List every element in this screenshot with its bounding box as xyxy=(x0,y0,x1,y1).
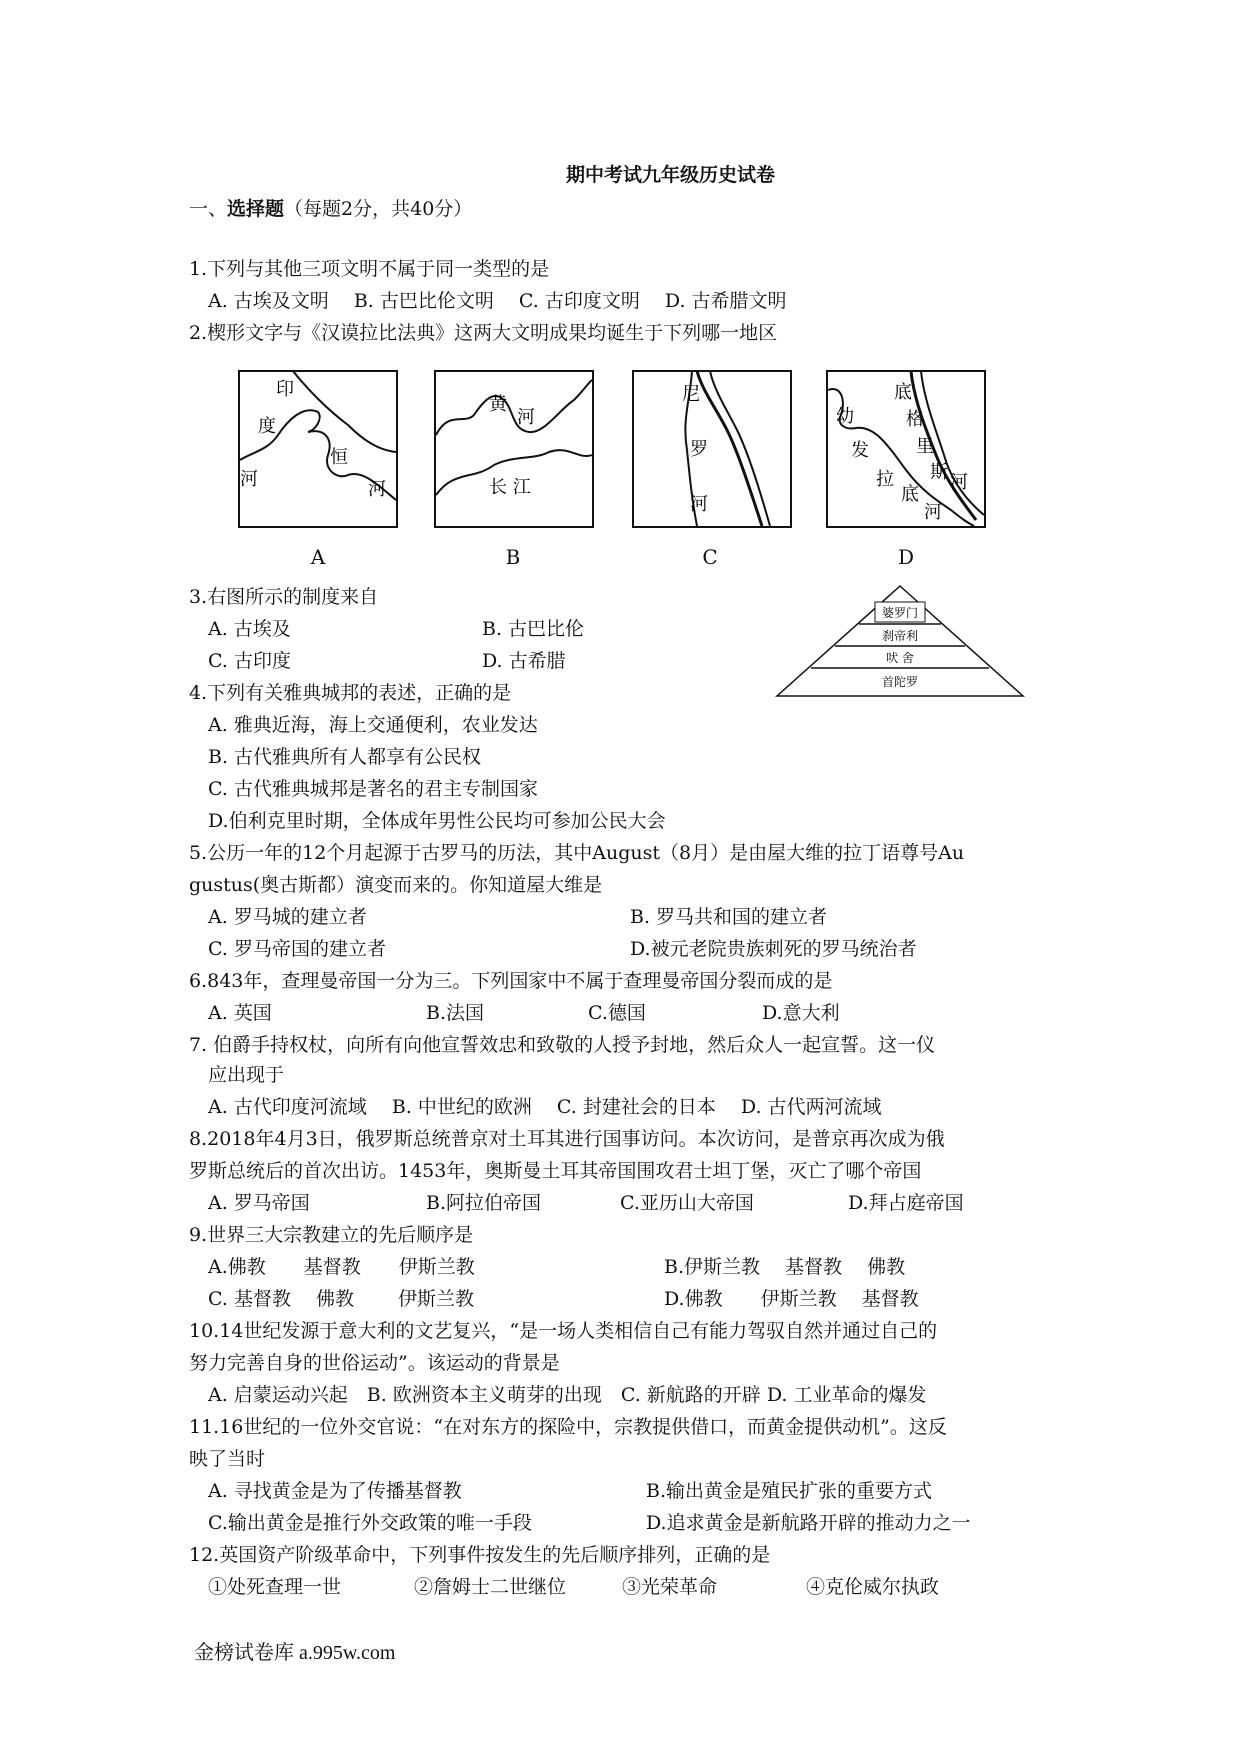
question-12: 12.英国资产阶级革命中，下列事件按发生的先后顺序排列，正确的是 xyxy=(189,1544,771,1566)
question-1-options: A. 古埃及文明 B. 古巴比伦文明 C. 古印度文明 D. 古希腊文明 xyxy=(208,290,787,312)
question-3: 3.右图所示的制度来自 xyxy=(189,586,379,608)
question-4-option-b: B. 古代雅典所有人都享有公民权 xyxy=(208,746,482,768)
page-title: 期中考试九年级历史试卷 xyxy=(566,164,776,186)
section-prefix: 一、 xyxy=(189,198,228,220)
question-6-option-b: B.法国 xyxy=(426,1002,485,1024)
footer-watermark: 金榜试卷库 a.995w.com xyxy=(194,1642,396,1664)
question-4-option-c: C. 古代雅典城邦是著名的君主专制国家 xyxy=(208,778,538,800)
question-12-item-3: ③光荣革命 xyxy=(622,1576,718,1598)
pyramid-tier-1: 婆罗门 xyxy=(881,606,919,620)
question-9-option-d: D.佛教 伊斯兰教 基督教 xyxy=(664,1288,919,1310)
question-8-option-d: D.拜占庭帝国 xyxy=(848,1192,964,1214)
map-d-tigris-euphrates xyxy=(826,370,986,528)
map-c-label: 罗 xyxy=(690,439,708,460)
question-9: 9.世界三大宗教建立的先后顺序是 xyxy=(189,1224,474,1246)
map-d-label: 幼 xyxy=(836,406,854,427)
question-4-option-d: D.伯利克里时期，全体成年男性公民均可参加公民大会 xyxy=(208,810,666,832)
question-8-cont: 罗斯总统后的首次出访。1453年，奥斯曼土耳其帝国围攻君士坦丁堡，灭亡了哪个帝国 xyxy=(189,1160,922,1182)
question-11-cont: 映了当时 xyxy=(189,1448,266,1470)
question-4-option-a: A. 雅典近海，海上交通便利，农业发达 xyxy=(208,714,538,736)
pyramid-tier-4: 首陀罗 xyxy=(881,675,919,689)
map-d-label: 河 xyxy=(924,502,942,523)
map-a-label: 恒 xyxy=(330,447,348,468)
map-c-label: 尼 xyxy=(682,384,700,405)
map-a-letter: A xyxy=(310,545,326,569)
question-9-option-a: A.佛教 基督教 伊斯兰教 xyxy=(208,1256,475,1278)
question-11-option-b: B.输出黄金是殖民扩张的重要方式 xyxy=(646,1480,933,1502)
question-7-options: A. 古代印度河流域 B. 中世纪的欧洲 C. 封建社会的日本 D. 古代两河流域 xyxy=(208,1096,882,1118)
map-d-label: 格 xyxy=(906,409,924,430)
question-5-cont: gustus(奥古斯都）演变而来的。你知道屋大维是 xyxy=(189,874,603,896)
question-8-option-a: A. 罗马帝国 xyxy=(208,1192,310,1214)
question-10-cont: 努力完善自身的世俗运动”。该运动的背景是 xyxy=(189,1352,560,1374)
map-b-letter: B xyxy=(505,545,521,569)
map-d-label: 拉 xyxy=(876,469,894,490)
map-d-label: 发 xyxy=(851,440,869,461)
map-a-indus-ganges xyxy=(238,370,398,528)
map-c-nile xyxy=(632,370,792,528)
map-d-label: 底 xyxy=(894,382,912,403)
question-2: 2.楔形文字与《汉谟拉比法典》这两大文明成果均诞生于下列哪一地区 xyxy=(189,322,778,344)
map-d-label: 斯 xyxy=(930,462,948,483)
question-4: 4.下列有关雅典城邦的表述，正确的是 xyxy=(189,682,512,704)
map-c-letter: C xyxy=(702,545,718,569)
question-6-option-d: D.意大利 xyxy=(762,1002,840,1024)
map-b-label: 河 xyxy=(517,407,535,428)
map-b-label: 黄 xyxy=(489,394,507,415)
question-6-option-a: A. 英国 xyxy=(208,1002,272,1024)
question-11-option-a: A. 寻找黄金是为了传播基督教 xyxy=(208,1480,462,1502)
question-10-options: A. 启蒙运动兴起 B. 欧洲资本主义萌芽的出现 C. 新航路的开辟 D. 工业革命的爆发 xyxy=(208,1384,927,1406)
question-12-item-1: ①处死查理一世 xyxy=(208,1576,342,1598)
question-3-option-c: C. 古印度 xyxy=(208,650,291,672)
map-b-label: 长 江 xyxy=(489,477,531,498)
question-5-option-b: B. 罗马共和国的建立者 xyxy=(630,906,828,928)
question-9-option-c: C. 基督教 佛教 伊斯兰教 xyxy=(208,1288,475,1310)
map-d-label: 里 xyxy=(916,436,934,457)
question-8-option-c: C.亚历山大帝国 xyxy=(620,1192,754,1214)
question-5: 5.公历一年的12个月起源于古罗马的历法，其中August（8月）是由屋大维的拉丁语尊号Au xyxy=(189,842,965,864)
question-5-option-a: A. 罗马城的建立者 xyxy=(208,906,367,928)
question-5-option-c: C. 罗马帝国的建立者 xyxy=(208,938,386,960)
question-3-option-d: D. 古希腊 xyxy=(482,650,566,672)
map-a-label: 印 xyxy=(276,379,294,400)
map-d-letter: D xyxy=(897,545,915,569)
question-6-option-c: C.德国 xyxy=(588,1002,646,1024)
question-10: 10.14世纪发源于意大利的文艺复兴，“是一场人类相信自己有能力驾驭自然并通过自己的 xyxy=(189,1320,938,1342)
question-8-option-b: B.阿拉伯帝国 xyxy=(426,1192,542,1214)
question-11-option-c: C.输出黄金是推行外交政策的唯一手段 xyxy=(208,1512,532,1534)
question-9-option-b: B.伊斯兰教 基督教 佛教 xyxy=(664,1256,906,1278)
question-7-cont: 应出现于 xyxy=(208,1064,285,1086)
question-3-option-b: B. 古巴比伦 xyxy=(482,618,585,640)
question-11: 11.16世纪的一位外交官说：“在对东方的探险中，宗教提供借口，而黄金提供动机”。这反 xyxy=(189,1416,947,1438)
map-d-label: 底 xyxy=(901,484,919,505)
section-heading xyxy=(189,194,472,221)
question-12-item-4: ④克伦威尔执政 xyxy=(806,1576,940,1598)
map-b-yellow-yangtze xyxy=(434,370,594,528)
question-5-option-d: D.被元老院贵族刺死的罗马统治者 xyxy=(630,938,917,960)
question-8: 8.2018年4月3日，俄罗斯总统普京对土耳其进行国事访问。本次访问，是普京再次成为俄 xyxy=(189,1128,945,1150)
question-12-item-2: ②詹姆士二世继位 xyxy=(414,1576,567,1598)
map-a-label: 河 xyxy=(240,469,258,490)
question-11-option-d: D.追求黄金是新航路开辟的推动力之一 xyxy=(646,1512,971,1534)
question-6: 6.843年，查理曼帝国一分为三。下列国家中不属于查理曼帝国分裂而成的是 xyxy=(189,970,833,992)
section-name: 选择题 xyxy=(227,198,285,220)
question-1: 1.下列与其他三项文明不属于同一类型的是 xyxy=(189,258,550,280)
map-a-label: 河 xyxy=(368,479,386,500)
caste-pyramid xyxy=(775,584,1025,703)
pyramid-tier-3: 吠 舍 xyxy=(886,651,914,665)
section-note: （每题2分，共40分） xyxy=(284,198,473,220)
pyramid-tier-2: 刹帝利 xyxy=(881,629,919,643)
question-7: 7. 伯爵手持权杖，向所有向他宣誓效忠和致敬的人授予封地，然后众人一起宣誓。这一仪 xyxy=(189,1034,936,1056)
map-c-label: 河 xyxy=(690,494,708,515)
map-d-label: 河 xyxy=(950,472,968,493)
map-a-label: 度 xyxy=(258,416,276,437)
question-3-option-a: A. 古埃及 xyxy=(208,618,291,640)
